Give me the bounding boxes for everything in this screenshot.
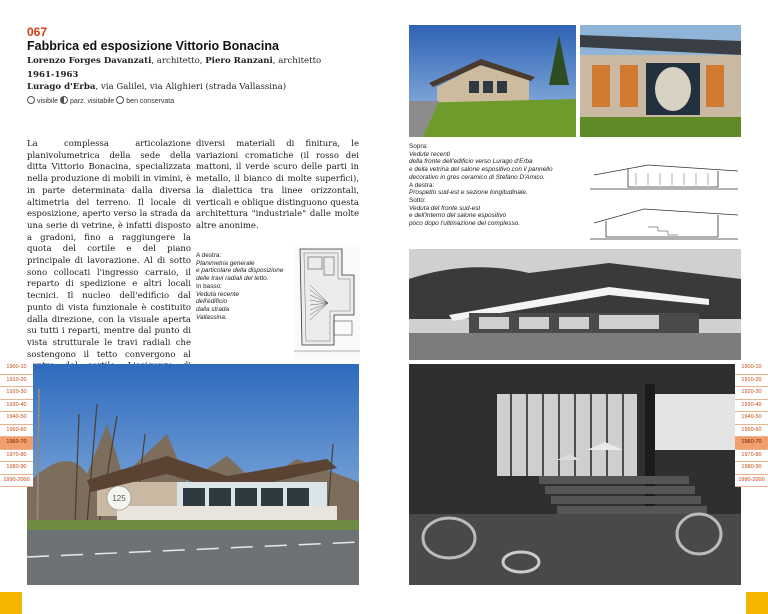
timeline-item-active: 1960-70 [0,437,33,450]
years: 1961-1963 [27,70,79,80]
caption-line: e particolare della disposizione [196,267,284,275]
right-caption [409,143,579,228]
sign-text: 125 [112,494,126,503]
location-name: Lurago d'Erba [27,82,96,92]
architects-line [27,56,321,66]
architect-role: , architetto [272,56,322,66]
timeline-item: 1940-50 [0,412,33,425]
caption-line: A destra: [409,181,435,189]
elevation-section-drawing [588,147,740,243]
timeline-item-active: 1960-70 [735,437,768,450]
caption-line: Sopra: [409,143,428,150]
status-dot-icon [116,96,124,104]
caption-line: Veduta recente [196,290,240,298]
caption-line: In basso: [196,282,222,290]
caption-line: Vedute recenti [409,150,450,158]
plan-caption [196,252,294,321]
caption-line: dell'edificio [196,298,228,306]
entry-title: Fabbrica ed esposizione Vittorio Bonacina [27,39,279,53]
status-legend [27,96,174,105]
timeline-item: 1990-2000 [735,475,768,488]
legend-partial: parz. visitabile [69,98,115,105]
corner-tab-left [0,592,22,614]
timeline-item: 1990-2000 [0,475,33,488]
status-dot-icon [27,96,35,104]
legend-visible: visibile [37,98,59,105]
timeline-left [0,362,33,487]
timeline-item: 1900-10 [0,362,33,375]
caption-line: dalla strada [196,305,230,313]
timeline-right [735,362,768,487]
timeline-item: 1910-20 [0,375,33,388]
caption-line: Vallassina. [196,313,227,321]
caption-line: decorativo in gres ceramico di Stefano D'Amico. [409,173,545,181]
caption-line: delle travi radiali del tetto. [196,275,269,283]
caption-line: Veduta del fronte sud-est [409,204,481,212]
caption-line: Sotto: [409,196,426,204]
architect-role: , architetto, [151,56,206,66]
timeline-item: 1930-40 [0,400,33,413]
timeline-item: 1930-40 [735,400,768,413]
timeline-item: 1980-90 [0,462,33,475]
years-line [27,70,78,80]
timeline-item: 1920-30 [0,387,33,400]
body-column-2 [196,139,359,233]
entry-number: 067 [27,25,48,39]
caption-line: Planimetria generale [196,259,255,267]
caption-line: poco dopo l'ultimazione del complesso. [409,220,520,228]
body-text-1: La complessa articolazione planivolumetrica della sede della ditta Vittorio Bonacina, specializzata nella produzione di mobili in vimini, è in parte determinata dalla diversa altimetria del terreno. Il locale di esposizione, aperto verso la strada da una serie di vetrine, è infatti disposto a gradoni, fino a raggiungere la quota del cortile e del piano principale di lavorazione. Al di sotto sono collocati l'ingresso carraio, il reparto di spedizione e altri locali tecnici. Il nucleo dell'edificio dal punto di vista funzionale è costituito dalla direzione, con la visuale aperta su tutti i reparti, mentre dal punto di vista strutturale le travi radiali che sostengono il tetto convergono al [27,139,191,360]
timeline-item: 1970-80 [735,450,768,463]
caption-line: Prospetto sud-est e sezione longitudinale. [409,189,528,197]
street-view-photo [27,364,359,585]
status-dot-half-icon [60,96,68,104]
caption-line: della fronte dell'edificio verso Lurago d'Erba [409,158,533,166]
corner-tab-right [746,592,768,614]
timeline-item: 1970-80 [0,450,33,463]
timeline-item: 1920-30 [735,387,768,400]
timeline-item: 1950-60 [735,425,768,438]
recent-view-photo-2 [580,25,741,137]
architect-name: Lorenzo Forges Davanzati [27,56,152,66]
southeast-front-photo [409,249,741,360]
showroom-interior-photo [409,364,741,585]
timeline-item: 1980-90 [735,462,768,475]
timeline-item: 1900-10 [735,362,768,375]
caption-line: e della vetrina del salone espositivo con il pannello [409,166,553,174]
timeline-item: 1950-60 [0,425,33,438]
architect-name: Piero Ranzani [205,56,273,66]
legend-conserved: ben conservata [126,98,175,105]
location-line [27,82,286,92]
caption-line: A destra: [196,252,222,259]
timeline-item: 1940-50 [735,412,768,425]
timeline-item: 1910-20 [735,375,768,388]
caption-line: e dell'interno del salone espositivo [409,212,507,220]
location-address: , via Galilei, via Alighieri (strada Vallassina) [95,82,287,92]
recent-view-photo-1 [409,25,576,137]
body-text-2: diversi materiali di finitura, le variazioni cromatiche (il rosso dei mattoni, il verde scuro delle parti in metallo, il bianco di molte superfici), la dialettica tra linee orizzontali, verticali e oblique distinguono questa architettura "industriale" dalle molte altre anonime. [196,139,359,231]
site-plan-drawing [294,245,360,359]
